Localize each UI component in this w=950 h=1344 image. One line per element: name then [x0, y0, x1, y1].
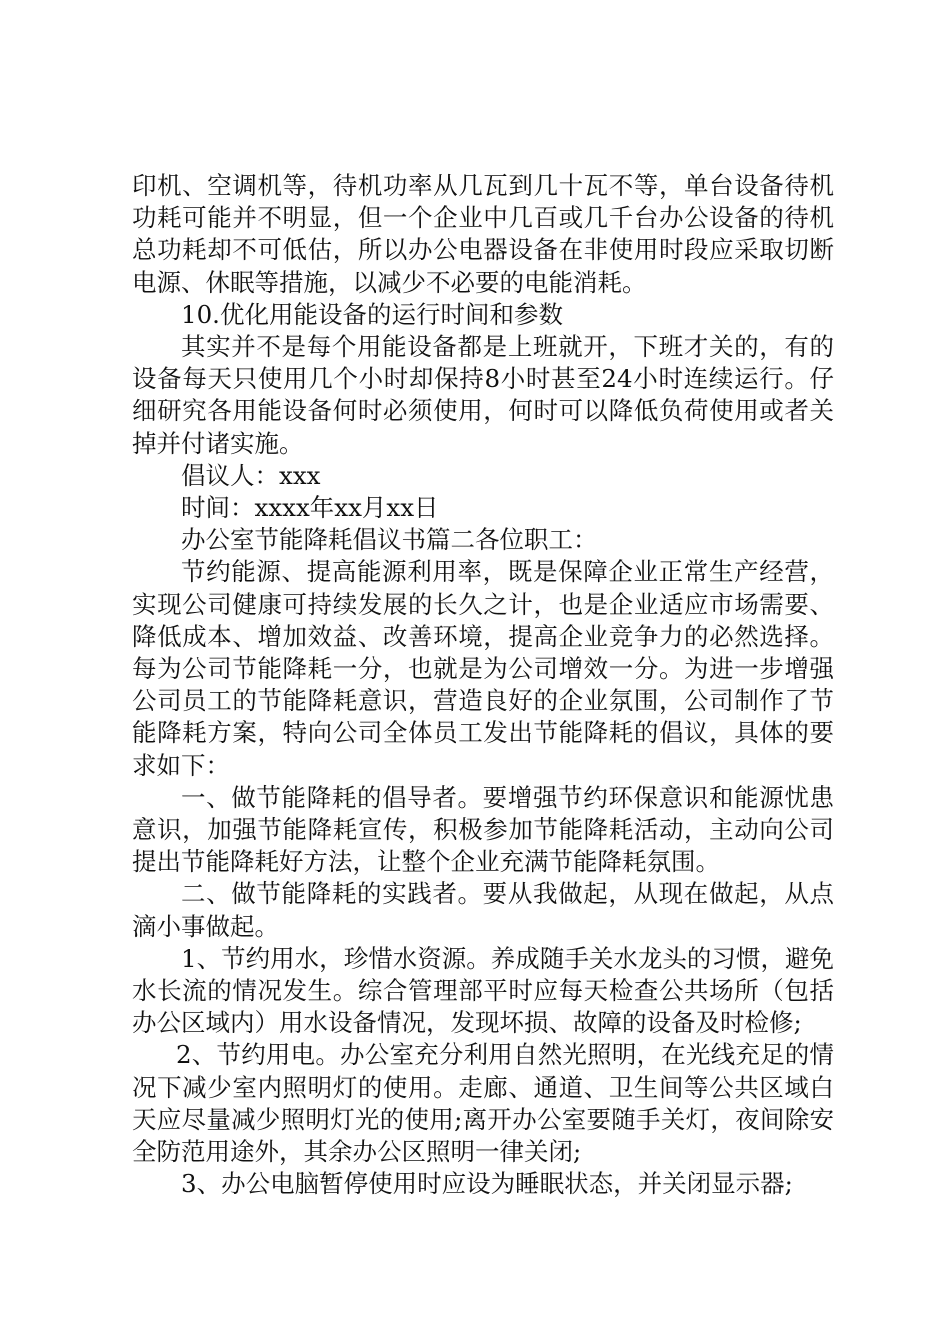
- item-computer-sleep: 3、办公电脑暂停使用时应设为睡眠状态，并关闭显示器;: [181, 1169, 793, 1199]
- paragraph-standby-power: 印机、空调机等，待机功率从几瓦到几十瓦不等，单台设备待机功耗可能并不明显，但一个企业中几百或几千台办公设备的待机总功耗却不可低估，所以办公电器设备在非使用时段应采取切断电源、休眠等措施，以减少不必要的电能消耗。: [132, 171, 834, 297]
- item-save-electricity: 2、节约用电。办公室充分利用自然光照明，在光线充足的情况下减少室内照明灯的使用。走廊、通道、卫生间等公共区域白天应尽量减少照明灯光的使用;离开办公室要随手关灯，夜间除安全防范用途外，其余办公区照明一律关闭;: [132, 1040, 834, 1167]
- document-body: [132, 170, 834, 1201]
- paragraph-energy-saving-intro: 节约能源、提高能源利用率，既是保障企业正常生产经营，实现公司健康可持续发展的长久之计，也是企业适应市场需要、降低成本、增加效益、改善环境，提高企业竞争力的必然选择。每为公司节能降耗一分，也就是为公司增效一分。为进一步增强公司员工的节能降耗意识，营造良好的企业氛围，公司制作了节能降耗方案，特向公司全体员工发出节能降耗的倡议，具体的要求如下：: [132, 557, 834, 780]
- proposal-two-heading: 办公室节能降耗倡议书篇二各位职工：: [181, 525, 598, 555]
- initiator-line: 倡议人：xxx: [181, 460, 321, 490]
- paragraph-runtime-details: 其实并不是每个用能设备都是上班就开，下班才关的，有的设备每天只使用几个小时却保持8小时甚至24小时连续运行。仔细研究各用能设备何时必须使用，何时可以降低负荷使用或者关掉并付诸实施。: [132, 332, 834, 458]
- paragraph-practitioner: 二、做节能降耗的实践者。要从我做起，从现在做起，从点滴小事做起。: [132, 879, 834, 941]
- date-line: 时间：xxxx年xx月xx日: [181, 493, 439, 523]
- heading-optimize-runtime: 10.优化用能设备的运行时间和参数: [181, 299, 563, 329]
- item-save-water: 1、节约用水，珍惜水资源。养成随手关水龙头的习惯，避免水长流的情况发生。综合管理部平时应每天检查公共场所（包括办公区域内）用水设备情况，发现坏损、故障的设备及时检修;: [132, 943, 834, 1038]
- paragraph-advocate: 一、做节能降耗的倡导者。要增强节约环保意识和能源忧患意识，加强节能降耗宣传，积极参加节能降耗活动，主动向公司提出节能降耗好方法，让整个企业充满节能降耗氛围。: [132, 782, 834, 877]
